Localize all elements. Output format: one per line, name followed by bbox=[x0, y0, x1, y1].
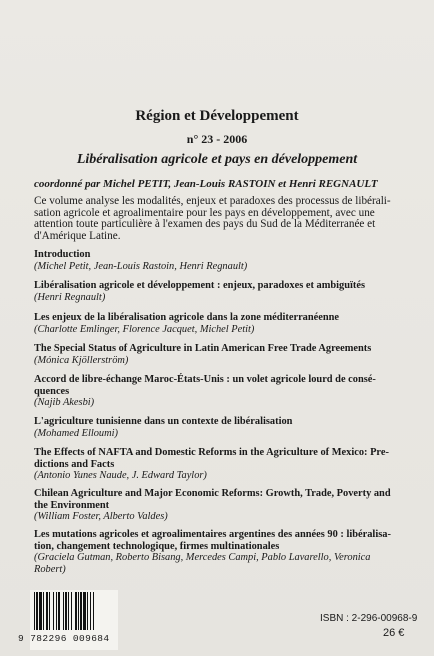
contents-title-cont: tion, changement technologique, firmes multinationales bbox=[34, 540, 280, 552]
intro-line: attention toute particulière à l'examen des pays du Sud de la Méditerranée et bbox=[34, 218, 376, 230]
contents-title-cont: dictions and Facts bbox=[34, 458, 115, 470]
contents-entry bbox=[34, 249, 406, 272]
contents-authors: (Mónica Kjöllerström) bbox=[34, 354, 129, 366]
contents-title-cont: quences bbox=[34, 385, 70, 397]
barcode-bar bbox=[36, 592, 38, 630]
contents-authors: (Henri Regnault) bbox=[34, 291, 106, 303]
coordinators: coordonné par Michel PETIT, Jean-Louis RASTOIN et Henri REGNAULT bbox=[34, 178, 378, 190]
barcode-bars bbox=[30, 590, 118, 630]
barcode-bar bbox=[53, 592, 54, 630]
barcode-number: 9 782296 009684 bbox=[18, 633, 110, 644]
price: 26 € bbox=[383, 627, 405, 639]
contents-title: Introduction bbox=[34, 249, 91, 260]
barcode-bar bbox=[93, 592, 94, 630]
barcode-bar bbox=[56, 592, 57, 630]
contents-entry bbox=[34, 374, 406, 409]
barcode-bar bbox=[63, 592, 64, 630]
barcode-bar bbox=[58, 592, 60, 630]
contents-title: Accord de libre-échange Maroc-États-Unis : un volet agricole lourd de consé- bbox=[34, 374, 376, 385]
barcode-bar bbox=[65, 592, 67, 630]
contents-entry bbox=[34, 312, 406, 335]
intro-line: Ce volume analyse les modalités, enjeux et paradoxes des processus de libérali- bbox=[34, 195, 391, 207]
contents-entry bbox=[34, 280, 406, 303]
contents-title-cont: the Environment bbox=[34, 499, 110, 511]
contents-title: The Effects of NAFTA and Domestic Reforms in the Agriculture of Mexico: Pre- bbox=[34, 447, 389, 458]
intro-paragraph bbox=[34, 196, 404, 242]
contents-authors: (William Foster, Alberto Valdes) bbox=[34, 511, 168, 522]
barcode-bar bbox=[34, 592, 35, 630]
intro-line: d'Amérique Latine. bbox=[34, 229, 121, 242]
barcode-bar bbox=[49, 592, 50, 630]
issue-theme: Libéralisation agricole et pays en développement bbox=[76, 152, 358, 167]
barcode-bar bbox=[68, 592, 69, 630]
barcode-bar bbox=[75, 592, 77, 630]
contents-entry bbox=[34, 343, 406, 366]
contents-title: Chilean Agriculture and Major Economic Reforms: Growth, Trade, Poverty and bbox=[34, 488, 391, 499]
barcode-bar bbox=[80, 592, 82, 630]
contents-authors-cont: Robert) bbox=[34, 563, 66, 575]
issue-number: n° 23 - 2006 bbox=[186, 132, 248, 146]
barcode-bar bbox=[90, 592, 91, 630]
contents-authors: (Charlotte Emlinger, Florence Jacquet, Michel Petit) bbox=[34, 323, 255, 335]
barcode-bar bbox=[43, 592, 44, 630]
contents-entry bbox=[34, 447, 406, 482]
contents-authors: (Antonio Yunes Naude, J. Edward Taylor) bbox=[34, 470, 207, 481]
isbn: ISBN : 2-296-00968-9 bbox=[320, 613, 418, 624]
contents-authors: (Graciela Gutman, Roberto Bisang, Mercedes Campi, Pablo Lavarello, Veronica bbox=[34, 552, 371, 563]
intro-line: sation agricole et agroalimentaire pour les pays en développement, avec une bbox=[34, 206, 375, 219]
contents-title: Les mutations agricoles et agroalimentaires argentines des années 90 : libéralisa- bbox=[34, 529, 391, 540]
contents-authors: (Michel Petit, Jean-Louis Rastoin, Henri Regnault) bbox=[34, 260, 248, 272]
contents-authors: (Mohamed Elloumi) bbox=[34, 427, 118, 439]
contents-entry bbox=[34, 529, 406, 575]
contents-title: The Special Status of Agriculture in Latin American Free Trade Agreements bbox=[34, 343, 372, 354]
contents-title: L'agriculture tunisienne dans un contexte de libéralisation bbox=[34, 416, 293, 427]
barcode-bar bbox=[78, 592, 79, 630]
contents-entry bbox=[34, 416, 406, 439]
contents-entry bbox=[34, 488, 406, 523]
barcode-bar bbox=[46, 592, 48, 630]
barcode-bar bbox=[83, 592, 86, 630]
contents-title: Libéralisation agricole et développement : enjeux, paradoxes et ambiguïtés bbox=[34, 280, 366, 291]
barcode-bar bbox=[39, 592, 42, 630]
barcode-bar bbox=[71, 592, 72, 630]
barcode-bar bbox=[87, 592, 88, 630]
contents-title: Les enjeux de la libéralisation agricole dans la zone méditerranéenne bbox=[34, 312, 340, 323]
journal-title: Région et Développement bbox=[135, 108, 299, 124]
contents-authors: (Najib Akesbi) bbox=[34, 397, 95, 408]
